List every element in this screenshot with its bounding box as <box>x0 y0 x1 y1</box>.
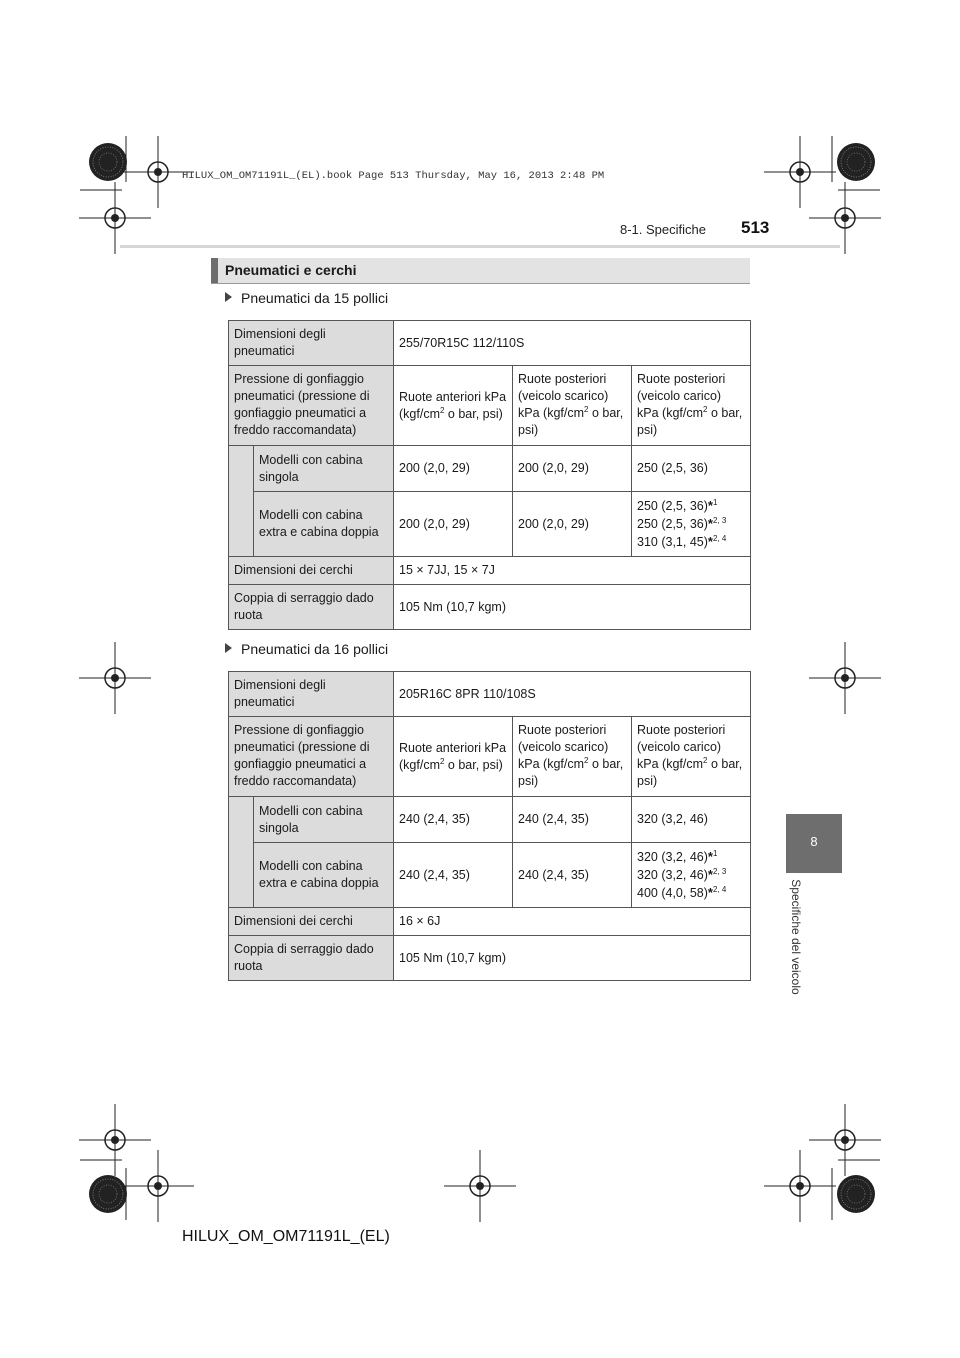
rim-size-value: 15 × 7JJ, 15 × 7J <box>394 557 751 585</box>
header-rule <box>120 245 840 248</box>
row-single-cab-label: Modelli con cabina singola <box>254 446 394 492</box>
section-heading <box>211 258 750 284</box>
row-single-cab-front: 200 (2,0, 29) <box>394 446 513 492</box>
rim-size-value: 16 × 6J <box>394 908 751 936</box>
row-single-cab-front: 240 (2,4, 35) <box>394 797 513 843</box>
pressure-label: Pressione di gonfiaggio pneumatici (pressione di gonfiaggio pneumatici a freddo raccomandata) <box>229 366 394 446</box>
section-title: 8-1. Specifiche <box>620 222 706 237</box>
indent-cell <box>229 446 254 557</box>
row-single-cab-rear-loaded: 250 (2,5, 36) <box>632 446 751 492</box>
heading-accent <box>211 258 218 283</box>
loaded-line: 250 (2,5, 36)*$^{2, 3}$ <box>637 515 727 531</box>
rim-size-label: Dimensioni dei cerchi <box>229 557 394 585</box>
loaded-line: 310 (3,1, 45)*$^{2, 4}$ <box>637 533 727 549</box>
col-rear-empty-header: Ruote posteriori (veicolo scarico) kPa ($kgf/cm^2$ o bar, psi) <box>513 717 632 797</box>
row-single-cab-rear-empty: 200 (2,0, 29) <box>513 446 632 492</box>
footer-code: HILUX_OM_OM71191L_(EL) <box>182 1228 390 1245</box>
row-double-cab-rear-empty: 200 (2,0, 29) <box>513 492 632 557</box>
arrow-icon <box>225 643 232 653</box>
torque-label: Coppia di serraggio dado ruota <box>229 585 394 630</box>
pressure-label: Pressione di gonfiaggio pneumatici (pressione di gonfiaggio pneumatici a freddo raccomandata) <box>229 717 394 797</box>
row-double-cab-label: Modelli con cabina extra e cabina doppia <box>254 843 394 908</box>
row-double-cab-rear-empty: 240 (2,4, 35) <box>513 843 632 908</box>
row-single-cab-label: Modelli con cabina singola <box>254 797 394 843</box>
tire-size-label: Dimensioni degli pneumatici <box>229 672 394 717</box>
subheading-text: Pneumatici da 16 pollici <box>241 641 389 657</box>
torque-label: Coppia di serraggio dado ruota <box>229 936 394 981</box>
torque-value: 105 Nm (10,7 kgm) <box>394 936 751 981</box>
row-double-cab-rear-loaded <box>632 492 751 557</box>
subheading-text: Pneumatici da 15 pollici <box>241 290 389 306</box>
col-rear-loaded-header: Ruote posteriori (veicolo carico) kPa ($kgf/cm^2$ o bar, psi) <box>632 717 751 797</box>
loaded-line: 250 (2,5, 36)*$^1$ <box>637 497 718 513</box>
rim-size-label: Dimensioni dei cerchi <box>229 908 394 936</box>
chapter-side-label: Specifiche del veicolo <box>789 879 803 995</box>
col-front-header: Ruote anteriori kPa ($kgf/cm^2$ o bar, psi) <box>394 717 513 797</box>
tire-size-value: 205R16C 8PR 110/108S <box>394 672 751 717</box>
chapter-number: 8 <box>810 834 818 849</box>
subheading-15-inch <box>225 290 388 306</box>
arrow-icon <box>225 292 232 302</box>
indent-cell <box>229 797 254 908</box>
row-single-cab-rear-empty: 240 (2,4, 35) <box>513 797 632 843</box>
loaded-line: 320 (3,2, 46)*$^{2, 3}$ <box>637 866 727 882</box>
col-rear-loaded-header: Ruote posteriori (veicolo carico) kPa ($kgf/cm^2$ o bar, psi) <box>632 366 751 446</box>
col-front-header: Ruote anteriori kPa ($kgf/cm^2$ o bar, psi) <box>394 366 513 446</box>
loaded-line: 400 (4,0, 58)*$^{2, 4}$ <box>637 884 727 900</box>
tire-size-label: Dimensioni degli pneumatici <box>229 321 394 366</box>
page-number: 513 <box>741 218 770 237</box>
row-double-cab-label: Modelli con cabina extra e cabina doppia <box>254 492 394 557</box>
tire-table-16 <box>228 671 751 981</box>
row-single-cab-rear-loaded: 320 (3,2, 46) <box>632 797 751 843</box>
torque-value: 105 Nm (10,7 kgm) <box>394 585 751 630</box>
heading-text: Pneumatici e cerchi <box>225 262 357 278</box>
tire-table-15 <box>228 320 751 630</box>
col-rear-empty-header: Ruote posteriori (veicolo scarico) kPa ($kgf/cm^2$ o bar, psi) <box>513 366 632 446</box>
row-double-cab-front: 240 (2,4, 35) <box>394 843 513 908</box>
loaded-line: 320 (3,2, 46)*$^1$ <box>637 848 718 864</box>
file-info: HILUX_OM_OM71191L_(EL).book Page 513 Thursday, May 16, 2013 2:48 PM <box>182 170 605 182</box>
row-double-cab-front: 200 (2,0, 29) <box>394 492 513 557</box>
row-double-cab-rear-loaded <box>632 843 751 908</box>
subheading-16-inch <box>225 641 388 657</box>
tire-size-value: 255/70R15C 112/110S <box>394 321 751 366</box>
